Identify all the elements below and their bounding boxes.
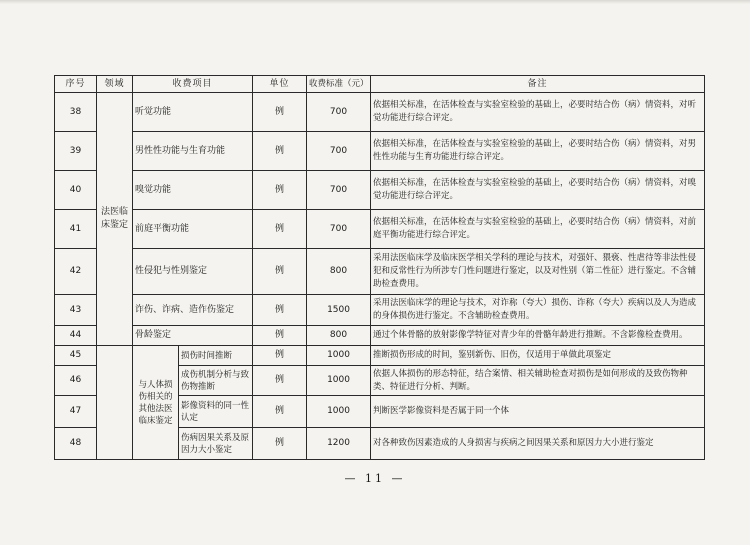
table-row xyxy=(55,346,705,366)
row-number: 45 xyxy=(55,346,97,366)
row-number: 38 xyxy=(55,93,97,132)
header-unit: 单位 xyxy=(253,76,307,93)
fee-cell: 700 xyxy=(307,93,371,132)
remark-cell: 依据相关标准，在活体检查与实验室检验的基础上，必要时结合伤（病）情资料，对男性性功能与生育功能进行综合评定。 xyxy=(371,132,705,171)
header-fee: 收费标准（元） xyxy=(307,76,371,93)
fee-cell: 1000 xyxy=(307,396,371,428)
header-row xyxy=(55,76,705,93)
fee-item: 成伤机制分析与致伤物推断 xyxy=(179,366,253,396)
remark-cell: 通过个体骨骼的放射影像学特征对青少年的骨骼年龄进行推断。不含影像检查费用。 xyxy=(371,326,705,346)
remark-cell: 采用法医临床学及临床医学相关学科的理论与技术，对强奸、猥亵、性虐待等非法性侵犯和反常性行为所涉专门性问题进行鉴定，以及对性别（第二性征）进行鉴定。不含辅助检查费用。 xyxy=(371,249,705,295)
fee-cell: 700 xyxy=(307,171,371,210)
unit-cell: 例 xyxy=(253,249,307,295)
table-row xyxy=(55,210,705,249)
remark-cell: 判断医学影像资料是否属于同一个体 xyxy=(371,396,705,428)
remark-cell: 对各种致伤因素造成的人身损害与疾病之间因果关系和原因力大小进行鉴定 xyxy=(371,428,705,460)
header-remark: 备注 xyxy=(371,76,705,93)
remark-cell: 采用法医临床学的理论与技术，对诈称（夸大）损伤、诈称（夸大）疾病以及人为造成的身体损伤进行鉴定。不含辅助检查费用。 xyxy=(371,295,705,326)
unit-cell: 例 xyxy=(253,366,307,396)
row-number: 44 xyxy=(55,326,97,346)
subfield-label: 与人体损伤相关的其他法医临床鉴定 xyxy=(138,379,173,426)
unit-cell: 例 xyxy=(253,396,307,428)
remark-cell: 推断损伤形成的时间，鉴别新伤、旧伤，仅适用于单做此项鉴定 xyxy=(371,346,705,366)
fee-item: 骨龄鉴定 xyxy=(133,326,253,346)
fee-cell: 800 xyxy=(307,249,371,295)
fee-cell: 1000 xyxy=(307,346,371,366)
fee-item: 性侵犯与性别鉴定 xyxy=(133,249,253,295)
fee-cell: 800 xyxy=(307,326,371,346)
fee-cell: 1000 xyxy=(307,366,371,396)
fee-item: 前庭平衡功能 xyxy=(133,210,253,249)
row-number: 40 xyxy=(55,171,97,210)
row-number: 39 xyxy=(55,132,97,171)
unit-cell: 例 xyxy=(253,210,307,249)
unit-cell: 例 xyxy=(253,295,307,326)
table-row xyxy=(55,93,705,132)
fee-item: 嗅觉功能 xyxy=(133,171,253,210)
field-cell xyxy=(97,93,133,346)
fee-item: 男性性功能与生育功能 xyxy=(133,132,253,171)
header-field: 领域 xyxy=(97,76,133,93)
fee-table xyxy=(54,75,705,460)
table-row xyxy=(55,326,705,346)
header-item: 收费项目 xyxy=(133,76,253,93)
remark-cell: 依据相关标准，在活体检查与实验室检验的基础上，必要时结合伤（病）情资料，对嗅觉功能进行综合评定。 xyxy=(371,171,705,210)
fee-item: 听觉功能 xyxy=(133,93,253,132)
remark-cell: 依据人体损伤的形态特征，结合案情、相关辅助检查对损伤是如何形成的及致伤物种类、特征进行分析、判断。 xyxy=(371,366,705,396)
row-number: 47 xyxy=(55,396,97,428)
unit-cell: 例 xyxy=(253,428,307,460)
table-row xyxy=(55,132,705,171)
scan-edge xyxy=(0,0,750,4)
fee-item: 损伤时间推断 xyxy=(179,346,253,366)
fee-item: 影像资料的同一性认定 xyxy=(179,396,253,428)
unit-cell: 例 xyxy=(253,132,307,171)
unit-cell: 例 xyxy=(253,326,307,346)
header-no: 序号 xyxy=(55,76,97,93)
field-cell-blank xyxy=(97,346,133,460)
table-row xyxy=(55,249,705,295)
field-label: 法医临床鉴定 xyxy=(100,207,128,230)
row-number: 43 xyxy=(55,295,97,326)
unit-cell: 例 xyxy=(253,93,307,132)
table-row xyxy=(55,295,705,326)
subfield-cell xyxy=(133,346,179,460)
row-number: 46 xyxy=(55,366,97,396)
remark-cell: 依据相关标准，在活体检查与实验室检验的基础上，必要时结合伤（病）情资料，对听觉功能进行综合评定。 xyxy=(371,93,705,132)
unit-cell: 例 xyxy=(253,346,307,366)
remark-cell: 依据相关标准，在活体检查与实验室检验的基础上，必要时结合伤（病）情资料，对前庭平衡功能进行综合评定。 xyxy=(371,210,705,249)
row-number: 42 xyxy=(55,249,97,295)
fee-cell: 700 xyxy=(307,210,371,249)
fee-cell: 1200 xyxy=(307,428,371,460)
fee-item: 伤病因果关系及原因力大小鉴定 xyxy=(179,428,253,460)
table-row xyxy=(55,171,705,210)
row-number: 41 xyxy=(55,210,97,249)
unit-cell: 例 xyxy=(253,171,307,210)
fee-item: 诈伤、诈病、造作伤鉴定 xyxy=(133,295,253,326)
fee-cell: 1500 xyxy=(307,295,371,326)
row-number: 48 xyxy=(55,428,97,460)
fee-cell: 700 xyxy=(307,132,371,171)
page-number: — 11 — xyxy=(344,472,406,485)
